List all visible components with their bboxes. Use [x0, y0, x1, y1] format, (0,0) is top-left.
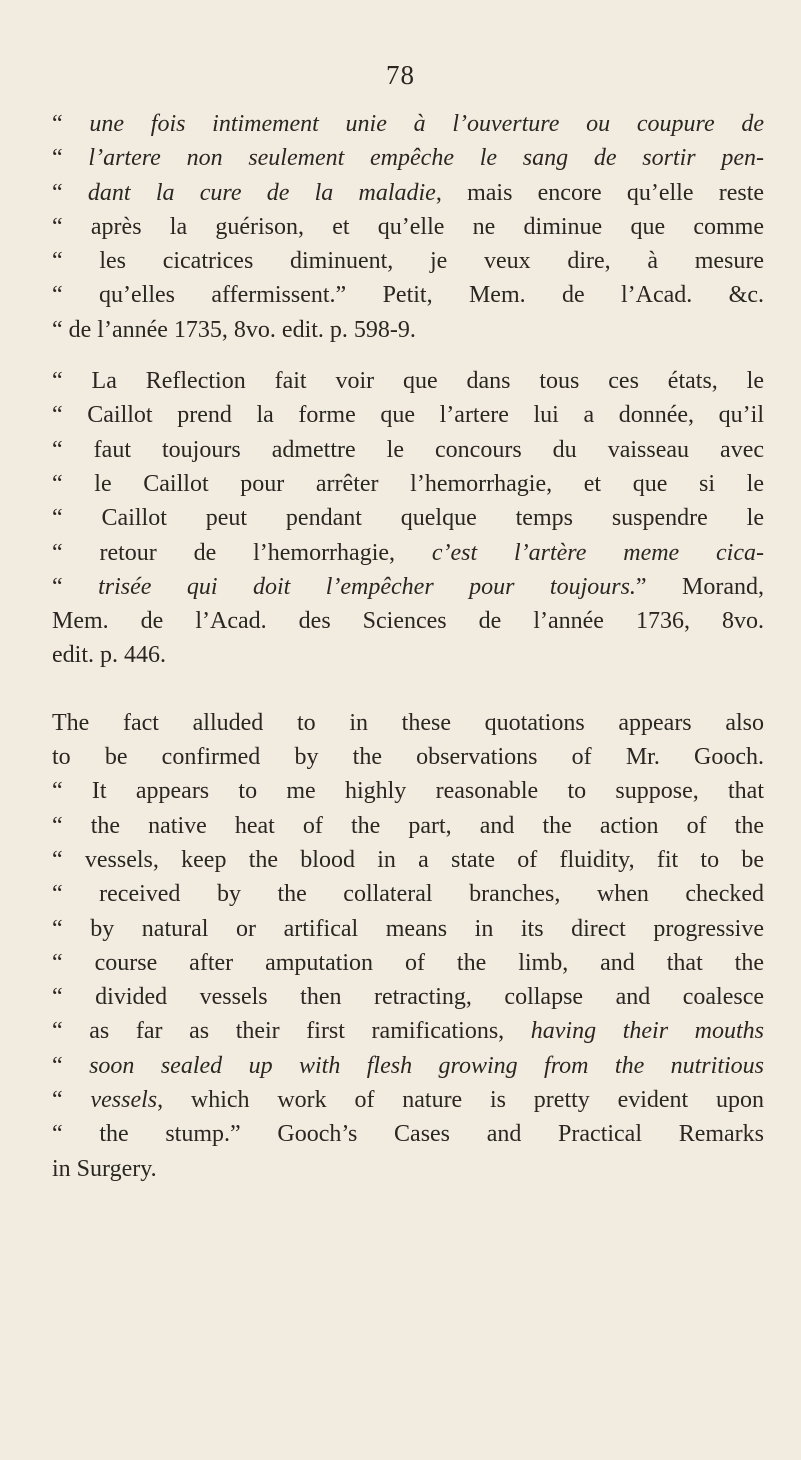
italic-text: having their mouths: [530, 1018, 764, 1045]
text-line: [52, 1117, 764, 1151]
text-segment: “: [52, 573, 99, 600]
text-segment: “ retour de l’hemorrhagie,: [52, 539, 432, 566]
italic-text: l’artere non seulement empêche le sang de sortir pen-: [88, 145, 765, 172]
text-segment: “ qu’elles affermissent.” Petit, Mem. de l’Acad. &c.: [52, 282, 764, 309]
text-line: [52, 278, 764, 312]
text-line: [52, 398, 764, 432]
text-segment: “ vessels, keep the blood in a state of fluidity, fit to be: [52, 846, 764, 873]
text-line: [52, 210, 764, 244]
paragraph-gap: [52, 347, 764, 364]
text-line: [52, 604, 764, 638]
text-segment: “ Caillot prend la forme que l’artere lui a donnée, qu’il: [52, 402, 764, 429]
text-line: [52, 501, 764, 535]
text-line: [52, 774, 764, 808]
text-segment: ” Morand,: [635, 573, 764, 600]
text-segment: “ de l’année 1735, 8vo. edit. p. 598-9.: [52, 316, 416, 343]
text-line: [52, 364, 764, 398]
text-segment: “ by natural or artifical means in its direct progressive: [52, 915, 764, 942]
text-segment: “: [52, 1052, 90, 1079]
text-segment: “ le Caillot pour arrêter l’hemorrhagie, et que si le: [52, 470, 764, 497]
text-segment: “: [52, 179, 88, 206]
text-line: [52, 313, 764, 347]
text-segment: “ divided vessels then retracting, collapse and coalesce: [52, 984, 764, 1011]
italic-text: trisée qui doit l’empêcher pour toujours.: [98, 573, 636, 600]
italic-text: c’est l’artère meme cica-: [431, 539, 764, 566]
text-segment: “: [52, 145, 89, 172]
text-line: [52, 843, 764, 877]
text-line: [52, 141, 764, 175]
text-segment: “ faut toujours admettre le concours du vaisseau avec: [52, 436, 764, 463]
text-segment: “ as far as their first ramifications,: [52, 1018, 531, 1045]
text-line: [52, 570, 764, 604]
text-line: [52, 176, 764, 210]
text-segment: , mais encore qu’elle reste: [435, 179, 765, 206]
text-segment: “: [52, 111, 90, 137]
paragraph: [52, 706, 764, 1186]
text-segment: “: [52, 1087, 91, 1114]
text-line: [52, 912, 764, 946]
text-segment: in Surgery.: [52, 1155, 157, 1182]
text-line: [52, 706, 764, 740]
text-line: [52, 1083, 764, 1117]
text-segment: “ après la guérison, et qu’elle ne diminue que comme: [52, 213, 764, 240]
text-segment: “ Caillot peut pendant quelque temps suspendre le: [52, 505, 764, 532]
text-line: [52, 107, 764, 141]
paragraph: [52, 107, 764, 347]
italic-text: soon sealed up with flesh growing from the nutritious: [89, 1052, 764, 1079]
text-segment: “ It appears to me highly reasonable to suppose, that: [52, 778, 764, 805]
text-line: [52, 244, 764, 278]
text-line: [52, 467, 764, 501]
text-line: [52, 740, 764, 774]
text-segment: to be confirmed by the observations of Mr. Gooch.: [52, 744, 764, 771]
text-line: [52, 1152, 764, 1186]
text-line: [52, 877, 764, 911]
text-line: [52, 536, 764, 570]
text-segment: Mem. de l’Acad. des Sciences de l’année 1736, 8vo.: [52, 608, 764, 635]
text-segment: “ La Reflection fait voir que dans tous ces états, le: [52, 368, 764, 395]
text-line: [52, 1049, 764, 1083]
text-line: [52, 638, 764, 672]
text-line: [52, 809, 764, 843]
text-segment: , which work of nature is pretty evident upon: [157, 1087, 765, 1114]
italic-text: dant la cure de la maladie: [87, 179, 436, 206]
body-text: [52, 107, 764, 1186]
italic-text: vessels: [90, 1087, 158, 1114]
text-line: [52, 980, 764, 1014]
text-segment: “ les cicatrices diminuent, je veux dire, à mesure: [52, 248, 764, 275]
text-segment: “ received by the collateral branches, when checked: [52, 881, 764, 908]
paragraph: [52, 364, 764, 673]
text-segment: “ course after amputation of the limb, and that the: [52, 949, 764, 976]
text-line: [52, 946, 764, 980]
italic-text: une fois intimement unie à l’ouverture ou coupure de: [89, 111, 764, 137]
text-line: [52, 433, 764, 467]
paragraph-gap: [52, 673, 764, 706]
text-segment: “ the native heat of the part, and the action of the: [52, 812, 764, 839]
text-segment: The fact alluded to in these quotations appears also: [52, 709, 764, 736]
text-segment: “ the stump.” Gooch’s Cases and Practical Remarks: [52, 1121, 764, 1148]
page-number: 78: [386, 60, 415, 90]
text-segment: edit. p. 446.: [52, 642, 166, 669]
text-line: [52, 1014, 764, 1048]
